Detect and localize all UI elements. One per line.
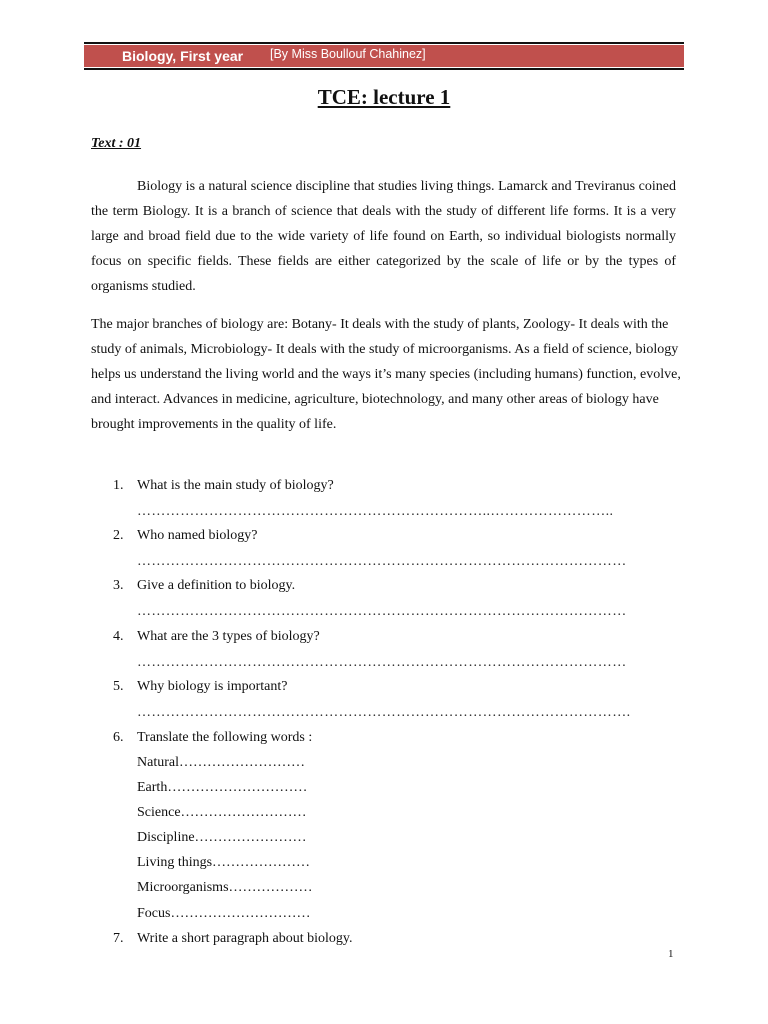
paragraph-1: Biology is a natural science discipline that studies living things. Lamarck and Treviranus coined the term Biology. It is a branch of science that deals with the study of different life forms. It is a very large and broad field due to the wide variety of life found on Earth, so individual biologists normally focus on specific fields. These fields are either categorized by the scale of life or by the types of organisms studied. — [91, 179, 676, 294]
question-number: 5. — [113, 679, 124, 694]
answer-line-5[interactable]: …………………………………………………………………………………………. — [137, 705, 631, 720]
question-text: Give a definition to biology. — [137, 578, 296, 593]
header-rule-top — [84, 42, 684, 44]
answer-line-3[interactable]: ………………………………………………………………………………………… — [137, 604, 627, 619]
translate-word-discipline[interactable]: Discipline…………………… — [137, 830, 307, 845]
course-title: Biology, First year — [122, 48, 244, 64]
translate-word-earth[interactable]: Earth………………………… — [137, 780, 308, 795]
question-number: 4. — [113, 629, 124, 644]
question-number: 7. — [113, 931, 124, 946]
question-text: Why biology is important? — [137, 679, 288, 694]
header-rule-bottom — [84, 68, 684, 70]
answer-line-4[interactable]: ………………………………………………………………………………………… — [137, 655, 627, 670]
author-credit: [By Miss Boullouf Chahinez] — [270, 47, 426, 61]
question-text: Write a short paragraph about biology. — [137, 931, 353, 946]
answer-line-1[interactable]: ………………………………………………………………..…………………….. — [137, 504, 614, 519]
question-number: 6. — [113, 730, 124, 745]
question-text: Who named biology? — [137, 528, 258, 543]
translate-word-natural[interactable]: Natural……………………… — [137, 755, 305, 770]
question-text: What is the main study of biology? — [137, 478, 334, 493]
question-number: 2. — [113, 528, 124, 543]
paragraph-2: The major branches of biology are: Botany- It deals with the study of plants, Zoology- It deals with the study of animals, Microbiology- It deals with the study of microorganisms. As a field of science, biology helps us understand the living world and the ways it’s many species (including humans) function, evolve, and interact. Advances in medicine, agriculture, biotechnology, and many other areas of biology have brought improvements in the quality of life. — [91, 317, 681, 432]
answer-line-2[interactable]: ………………………………………………………………………………………… — [137, 554, 627, 569]
question-number: 3. — [113, 578, 124, 593]
page-title: TCE: lecture 1 — [317, 85, 451, 109]
page-number: 1 — [668, 948, 674, 960]
translate-word-microorganisms[interactable]: Microorganisms……………… — [137, 880, 313, 895]
text-label: Text : 01 — [91, 136, 142, 151]
question-text: What are the 3 types of biology? — [137, 629, 320, 644]
question-text: Translate the following words : — [137, 730, 313, 745]
question-number: 1. — [113, 478, 124, 493]
translate-word-focus[interactable]: Focus………………………… — [137, 906, 311, 921]
translate-word-living-things[interactable]: Living things………………… — [137, 855, 311, 870]
translate-word-science[interactable]: Science……………………… — [137, 805, 307, 820]
header-band — [84, 45, 684, 67]
